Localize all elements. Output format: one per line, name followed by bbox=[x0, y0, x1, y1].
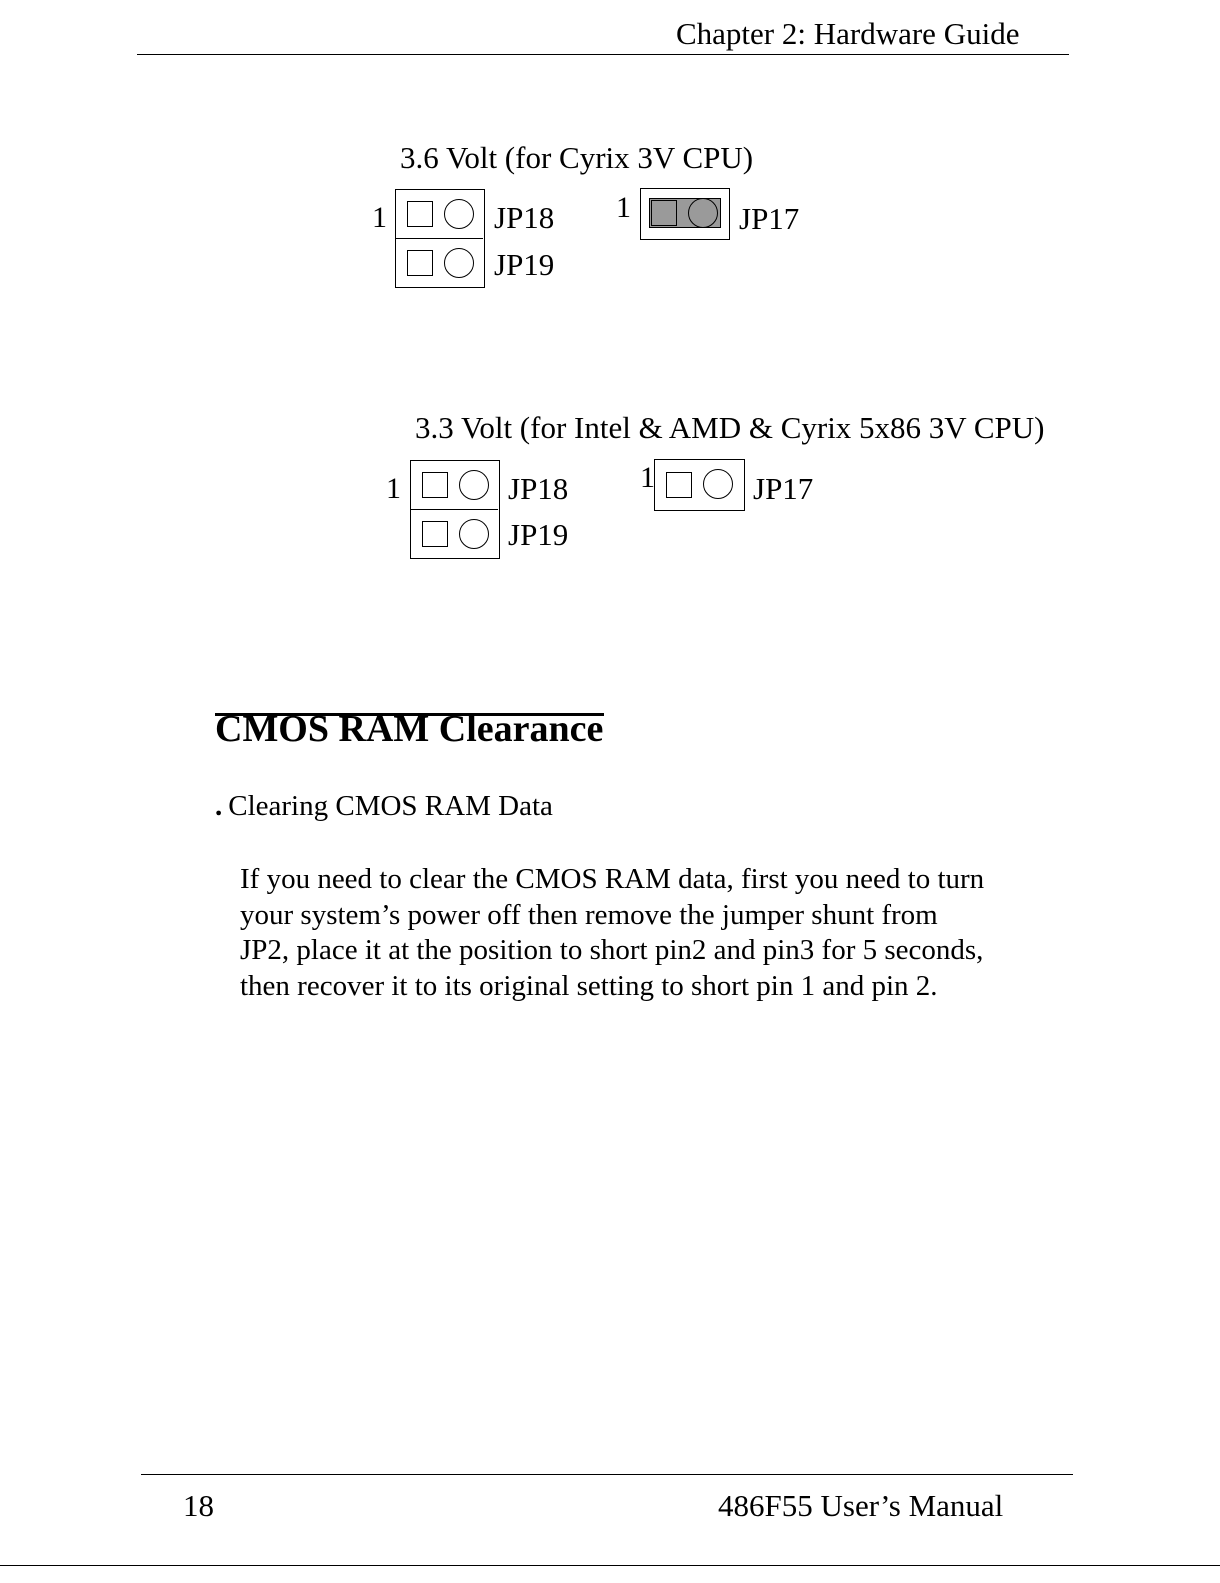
chapter-title: Chapter 2: Hardware Guide bbox=[676, 16, 1020, 51]
config-title: 3.6 Volt (for Cyrix 3V CPU) bbox=[400, 140, 754, 175]
header-rule bbox=[137, 54, 1069, 55]
jp17-block bbox=[640, 188, 730, 240]
jp19-label: JP19 bbox=[508, 517, 569, 552]
pin-one-marker: 1 bbox=[616, 191, 631, 224]
subheading-text: Clearing CMOS RAM Data bbox=[228, 790, 553, 822]
pin-one-marker: 1 bbox=[386, 472, 401, 505]
manual-title: 486F55 User’s Manual bbox=[718, 1488, 1004, 1523]
page-bottom-rule bbox=[0, 1565, 1220, 1566]
jp19-pin-square bbox=[407, 250, 433, 276]
jp17-pin-square bbox=[651, 200, 677, 226]
block-divider bbox=[411, 509, 498, 510]
jp17-pin-circle bbox=[703, 469, 733, 499]
bullet-dot: . bbox=[215, 790, 223, 822]
jp19-pin-circle bbox=[459, 519, 489, 549]
jp18-label: JP18 bbox=[494, 200, 555, 235]
jumper-shunt bbox=[649, 198, 721, 228]
jp18-pin-square bbox=[407, 201, 433, 227]
paragraph-line: then recover it to its original setting to short pin 1 and pin 2. bbox=[240, 969, 938, 1002]
jp17-label: JP17 bbox=[739, 201, 800, 236]
paragraph-line: If you need to clear the CMOS RAM data, first you need to turn bbox=[240, 863, 985, 895]
jp19-pin-square bbox=[422, 521, 448, 547]
paragraph-line: your system’s power off then remove the jumper shunt from bbox=[240, 898, 938, 931]
jp17-label: JP17 bbox=[753, 471, 814, 506]
footer-rule bbox=[141, 1474, 1073, 1475]
jp17-pin-square bbox=[666, 472, 692, 498]
config-title: 3.3 Volt (for Intel & AMD & Cyrix 5x86 3V CPU) bbox=[415, 410, 1045, 445]
jp18-label: JP18 bbox=[508, 471, 569, 506]
pin-one-marker: 1 bbox=[372, 201, 387, 234]
jp18-jp19-block bbox=[410, 460, 500, 559]
instruction-paragraph bbox=[240, 862, 1040, 1004]
jp17-pin-circle bbox=[688, 198, 718, 228]
jp18-pin-circle bbox=[444, 199, 474, 229]
pin-one-marker: 1 bbox=[640, 461, 655, 494]
subheading bbox=[215, 790, 553, 823]
jp19-pin-circle bbox=[444, 248, 474, 278]
jp18-pin-circle bbox=[459, 470, 489, 500]
jp19-label: JP19 bbox=[494, 247, 555, 282]
paragraph-line: JP2, place it at the position to short pin2 and pin3 for 5 seconds, bbox=[240, 934, 984, 966]
jp18-jp19-block bbox=[395, 189, 485, 288]
jp18-pin-square bbox=[422, 472, 448, 498]
page-number: 18 bbox=[183, 1488, 214, 1523]
block-divider bbox=[396, 238, 483, 239]
jp17-block bbox=[654, 459, 745, 511]
section-heading: CMOS RAM Clearance bbox=[215, 708, 604, 750]
